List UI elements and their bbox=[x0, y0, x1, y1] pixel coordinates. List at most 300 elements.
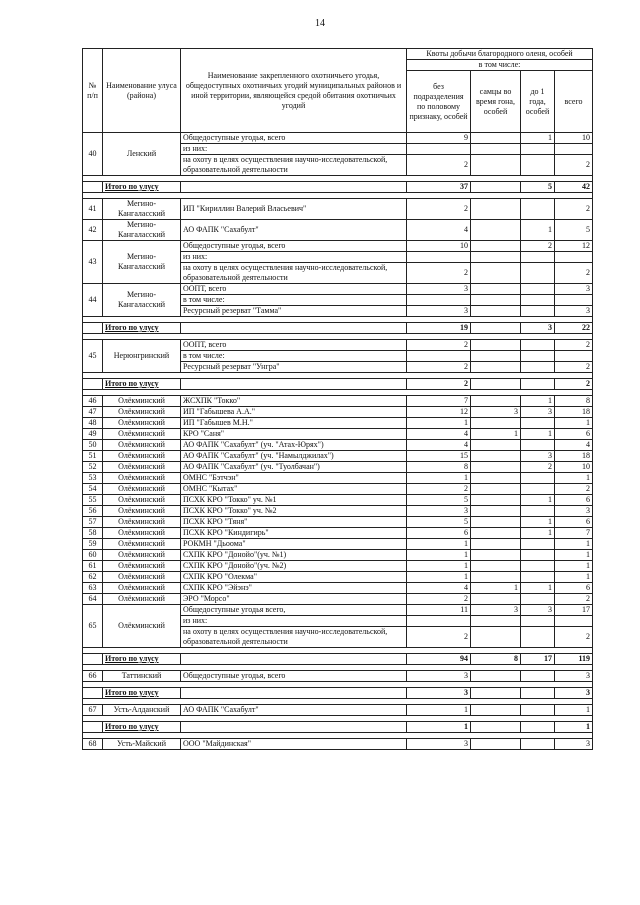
value-under-one: 3 bbox=[521, 605, 555, 616]
value-undivided: 1 bbox=[407, 418, 471, 429]
row-number: 54 bbox=[83, 484, 103, 495]
value-undivided bbox=[407, 144, 471, 155]
header-col-under-one: до 1 года, особей bbox=[521, 71, 555, 133]
table-row bbox=[83, 418, 593, 429]
ulus-name: Олёкминский bbox=[103, 396, 181, 407]
value-males bbox=[471, 362, 521, 373]
value-under-one: 2 bbox=[521, 462, 555, 473]
value-under-one: 1 bbox=[521, 429, 555, 440]
ulus-name: Олёкминский bbox=[103, 484, 181, 495]
area-name: ПСХК КРО "Тяня" bbox=[181, 517, 407, 528]
total-under-one: 3 bbox=[521, 323, 555, 334]
area-name: АО ФАПК "Сахабулт" bbox=[181, 705, 407, 716]
value-males bbox=[471, 528, 521, 539]
total-undivided: 1 bbox=[407, 722, 471, 733]
total-area-cell bbox=[181, 182, 407, 193]
value-total: 1 bbox=[555, 561, 593, 572]
header-col-undivided: без подразделения по половому признаку, особей bbox=[407, 71, 471, 133]
value-males bbox=[471, 133, 521, 144]
area-name: ПСХК КРО "Киндигирь" bbox=[181, 528, 407, 539]
value-males bbox=[471, 241, 521, 252]
value-under-one bbox=[521, 561, 555, 572]
total-males bbox=[471, 722, 521, 733]
value-under-one: 1 bbox=[521, 528, 555, 539]
value-under-one bbox=[521, 627, 555, 648]
ulus-name: Ленский bbox=[103, 133, 181, 176]
value-under-one bbox=[521, 340, 555, 351]
row-number: 59 bbox=[83, 539, 103, 550]
value-males: 1 bbox=[471, 429, 521, 440]
value-undivided: 2 bbox=[407, 155, 471, 176]
ulus-name: Мегино-Кангаласский bbox=[103, 284, 181, 317]
value-males bbox=[471, 594, 521, 605]
row-number: 68 bbox=[83, 739, 103, 750]
value-under-one bbox=[521, 739, 555, 750]
value-undivided: 3 bbox=[407, 671, 471, 682]
area-name: в том числе: bbox=[181, 295, 407, 306]
value-males: 1 bbox=[471, 583, 521, 594]
total-sum: 2 bbox=[555, 379, 593, 390]
value-under-one bbox=[521, 572, 555, 583]
value-total: 1 bbox=[555, 473, 593, 484]
row-number: 42 bbox=[83, 220, 103, 241]
table-row bbox=[83, 705, 593, 716]
value-undivided bbox=[407, 616, 471, 627]
value-males bbox=[471, 616, 521, 627]
table-row bbox=[83, 220, 593, 241]
value-males bbox=[471, 451, 521, 462]
total-label: Итого по улусу bbox=[103, 379, 181, 390]
row-number: 40 bbox=[83, 133, 103, 176]
row-number: 53 bbox=[83, 473, 103, 484]
total-undivided: 3 bbox=[407, 688, 471, 699]
value-under-one bbox=[521, 594, 555, 605]
total-row bbox=[83, 182, 593, 193]
value-total: 6 bbox=[555, 495, 593, 506]
value-total: 2 bbox=[555, 199, 593, 220]
total-label: Итого по улусу bbox=[103, 722, 181, 733]
table-row bbox=[83, 528, 593, 539]
area-name: ООПТ, всего bbox=[181, 284, 407, 295]
header-incl: в том числе: bbox=[407, 60, 593, 71]
total-num-cell bbox=[83, 182, 103, 193]
table-row bbox=[83, 671, 593, 682]
value-undivided: 2 bbox=[407, 340, 471, 351]
value-total bbox=[555, 252, 593, 263]
ulus-name: Нерюнгринский bbox=[103, 340, 181, 373]
area-name: Ресурсный резерват "Тамма" bbox=[181, 306, 407, 317]
value-males bbox=[471, 739, 521, 750]
ulus-name: Олёкминский bbox=[103, 572, 181, 583]
value-undivided bbox=[407, 252, 471, 263]
value-total bbox=[555, 295, 593, 306]
value-under-one bbox=[521, 362, 555, 373]
total-undivided: 2 bbox=[407, 379, 471, 390]
value-total: 2 bbox=[555, 484, 593, 495]
area-name: РОКМН "Дьоома" bbox=[181, 539, 407, 550]
value-males bbox=[471, 561, 521, 572]
value-under-one bbox=[521, 155, 555, 176]
value-under-one bbox=[521, 473, 555, 484]
value-total: 3 bbox=[555, 306, 593, 317]
table-row bbox=[83, 396, 593, 407]
value-total: 1 bbox=[555, 572, 593, 583]
area-name: АО ФАПК "Сахабулт" (уч. "Атах-Юрях") bbox=[181, 440, 407, 451]
value-total: 10 bbox=[555, 133, 593, 144]
ulus-name: Олёкминский bbox=[103, 473, 181, 484]
value-under-one: 2 bbox=[521, 241, 555, 252]
value-under-one bbox=[521, 418, 555, 429]
row-number: 48 bbox=[83, 418, 103, 429]
value-under-one bbox=[521, 284, 555, 295]
value-undivided: 12 bbox=[407, 407, 471, 418]
value-undivided: 3 bbox=[407, 306, 471, 317]
ulus-name: Олёкминский bbox=[103, 462, 181, 473]
value-males bbox=[471, 495, 521, 506]
value-undivided: 4 bbox=[407, 583, 471, 594]
value-undivided: 1 bbox=[407, 473, 471, 484]
total-sum: 1 bbox=[555, 722, 593, 733]
page-number: 14 bbox=[315, 18, 325, 29]
value-undivided: 1 bbox=[407, 705, 471, 716]
value-males bbox=[471, 671, 521, 682]
value-males bbox=[471, 550, 521, 561]
ulus-name: Усть-Алданский bbox=[103, 705, 181, 716]
row-number: 47 bbox=[83, 407, 103, 418]
table-row bbox=[83, 583, 593, 594]
value-males bbox=[471, 306, 521, 317]
value-under-one: 3 bbox=[521, 407, 555, 418]
total-undivided: 94 bbox=[407, 654, 471, 665]
row-number: 44 bbox=[83, 284, 103, 317]
header-ulus: Наименование улуса (района) bbox=[103, 49, 181, 133]
header-num: № п/п bbox=[83, 49, 103, 133]
value-under-one: 1 bbox=[521, 583, 555, 594]
total-num-cell bbox=[83, 323, 103, 334]
area-name: на охоту в целях осуществления научно-исследовательской, образовательной деятельности bbox=[181, 263, 407, 284]
value-under-one: 1 bbox=[521, 517, 555, 528]
area-name: КРО "Саня" bbox=[181, 429, 407, 440]
value-undivided: 9 bbox=[407, 133, 471, 144]
value-males bbox=[471, 396, 521, 407]
value-total: 1 bbox=[555, 539, 593, 550]
table-row bbox=[83, 473, 593, 484]
value-total: 7 bbox=[555, 528, 593, 539]
area-name: ООО "Майдинская" bbox=[181, 739, 407, 750]
ulus-name: Олёкминский bbox=[103, 495, 181, 506]
value-undivided: 7 bbox=[407, 396, 471, 407]
value-total: 17 bbox=[555, 605, 593, 616]
row-number: 61 bbox=[83, 561, 103, 572]
total-males bbox=[471, 323, 521, 334]
table-row bbox=[83, 739, 593, 750]
table-row bbox=[83, 550, 593, 561]
total-undivided: 19 bbox=[407, 323, 471, 334]
ulus-name: Олёкминский bbox=[103, 407, 181, 418]
table-row bbox=[83, 495, 593, 506]
table-row bbox=[83, 429, 593, 440]
value-males bbox=[471, 284, 521, 295]
ulus-name: Олёкминский bbox=[103, 605, 181, 648]
value-under-one bbox=[521, 539, 555, 550]
area-name: Ресурсный резерват "Унгра" bbox=[181, 362, 407, 373]
row-number: 45 bbox=[83, 340, 103, 373]
row-number: 49 bbox=[83, 429, 103, 440]
row-number: 46 bbox=[83, 396, 103, 407]
row-number: 64 bbox=[83, 594, 103, 605]
value-total: 2 bbox=[555, 362, 593, 373]
value-total: 8 bbox=[555, 396, 593, 407]
value-under-one bbox=[521, 506, 555, 517]
value-males bbox=[471, 263, 521, 284]
value-males bbox=[471, 220, 521, 241]
area-name: АО ФАПК "Сахабулт" bbox=[181, 220, 407, 241]
table-row bbox=[83, 440, 593, 451]
value-under-one bbox=[521, 351, 555, 362]
value-total: 1 bbox=[555, 705, 593, 716]
value-undivided: 2 bbox=[407, 362, 471, 373]
value-under-one bbox=[521, 144, 555, 155]
total-row bbox=[83, 688, 593, 699]
value-males bbox=[471, 627, 521, 648]
value-under-one: 3 bbox=[521, 451, 555, 462]
value-undivided: 5 bbox=[407, 517, 471, 528]
area-name: ООПТ, всего bbox=[181, 340, 407, 351]
value-total: 1 bbox=[555, 418, 593, 429]
area-name: ИП "Габышев М.Н." bbox=[181, 418, 407, 429]
row-number: 43 bbox=[83, 241, 103, 284]
area-name: ЖСХПК "Токко" bbox=[181, 396, 407, 407]
value-undivided: 5 bbox=[407, 495, 471, 506]
value-males bbox=[471, 539, 521, 550]
ulus-name: Олёкминский bbox=[103, 583, 181, 594]
value-under-one: 1 bbox=[521, 396, 555, 407]
area-name: ЭРО "Морсо" bbox=[181, 594, 407, 605]
value-total: 2 bbox=[555, 263, 593, 284]
total-undivided: 37 bbox=[407, 182, 471, 193]
value-total: 6 bbox=[555, 583, 593, 594]
ulus-name: Олёкминский bbox=[103, 429, 181, 440]
value-under-one: 1 bbox=[521, 133, 555, 144]
value-under-one bbox=[521, 252, 555, 263]
value-undivided: 3 bbox=[407, 506, 471, 517]
value-total: 3 bbox=[555, 671, 593, 682]
row-number: 51 bbox=[83, 451, 103, 462]
table-row bbox=[83, 407, 593, 418]
total-label: Итого по улусу bbox=[103, 654, 181, 665]
value-under-one bbox=[521, 705, 555, 716]
value-total: 10 bbox=[555, 462, 593, 473]
table-row bbox=[83, 199, 593, 220]
total-sum: 119 bbox=[555, 654, 593, 665]
header-quota: Квоты добычи благородного оленя, особей bbox=[407, 49, 593, 60]
row-number: 62 bbox=[83, 572, 103, 583]
total-label: Итого по улусу bbox=[103, 688, 181, 699]
table-row bbox=[83, 572, 593, 583]
value-undivided: 6 bbox=[407, 528, 471, 539]
value-undivided: 2 bbox=[407, 594, 471, 605]
total-row bbox=[83, 722, 593, 733]
value-undivided: 1 bbox=[407, 550, 471, 561]
row-number: 41 bbox=[83, 199, 103, 220]
value-total bbox=[555, 351, 593, 362]
value-total: 18 bbox=[555, 407, 593, 418]
value-males bbox=[471, 572, 521, 583]
value-total: 6 bbox=[555, 517, 593, 528]
total-num-cell bbox=[83, 722, 103, 733]
header-col-males: самцы во время гона, особей bbox=[471, 71, 521, 133]
total-under-one bbox=[521, 688, 555, 699]
row-number: 50 bbox=[83, 440, 103, 451]
area-name: АО ФАПК "Сахабулт" (уч. "Намылджилах") bbox=[181, 451, 407, 462]
value-undivided: 10 bbox=[407, 241, 471, 252]
value-undivided: 4 bbox=[407, 440, 471, 451]
total-row bbox=[83, 323, 593, 334]
total-males: 8 bbox=[471, 654, 521, 665]
row-number: 57 bbox=[83, 517, 103, 528]
value-total: 5 bbox=[555, 220, 593, 241]
total-row bbox=[83, 379, 593, 390]
value-total bbox=[555, 616, 593, 627]
area-name: на охоту в целях осуществления научно-исследовательской, образовательной деятельности bbox=[181, 155, 407, 176]
total-num-cell bbox=[83, 379, 103, 390]
value-males bbox=[471, 484, 521, 495]
area-name: из них: bbox=[181, 144, 407, 155]
value-males bbox=[471, 351, 521, 362]
value-undivided: 4 bbox=[407, 220, 471, 241]
total-area-cell bbox=[181, 323, 407, 334]
header-col-total: всего bbox=[555, 71, 593, 133]
area-name: Общедоступные угодья, всего bbox=[181, 241, 407, 252]
value-males bbox=[471, 517, 521, 528]
area-name: в том числе: bbox=[181, 351, 407, 362]
value-under-one bbox=[521, 263, 555, 284]
total-under-one: 17 bbox=[521, 654, 555, 665]
value-undivided: 2 bbox=[407, 263, 471, 284]
value-under-one bbox=[521, 199, 555, 220]
area-name: ПСХК КРО "Токко" уч. №2 bbox=[181, 506, 407, 517]
value-undivided: 2 bbox=[407, 484, 471, 495]
ulus-name: Олёкминский bbox=[103, 440, 181, 451]
area-name: из них: bbox=[181, 616, 407, 627]
value-undivided bbox=[407, 295, 471, 306]
total-area-cell bbox=[181, 379, 407, 390]
total-males bbox=[471, 688, 521, 699]
area-name: СХПК КРО "Донойо"(уч. №2) bbox=[181, 561, 407, 572]
area-name: из них: bbox=[181, 252, 407, 263]
area-name: АО ФАПК "Сахабулт" (уч. "Туолбачан") bbox=[181, 462, 407, 473]
value-under-one bbox=[521, 484, 555, 495]
value-undivided bbox=[407, 351, 471, 362]
row-number: 56 bbox=[83, 506, 103, 517]
ulus-name: Мегино-Кангаласский bbox=[103, 199, 181, 220]
total-label: Итого по улусу bbox=[103, 182, 181, 193]
total-area-cell bbox=[181, 688, 407, 699]
ulus-name: Усть-Майский bbox=[103, 739, 181, 750]
table-row bbox=[83, 241, 593, 252]
ulus-name: Таттинский bbox=[103, 671, 181, 682]
value-undivided: 11 bbox=[407, 605, 471, 616]
value-total: 2 bbox=[555, 627, 593, 648]
value-total: 12 bbox=[555, 241, 593, 252]
ulus-name: Мегино-Кангаласский bbox=[103, 241, 181, 284]
value-males bbox=[471, 705, 521, 716]
area-name: ОМНС "Кытах" bbox=[181, 484, 407, 495]
value-males: 3 bbox=[471, 605, 521, 616]
value-total: 4 bbox=[555, 440, 593, 451]
total-sum: 22 bbox=[555, 323, 593, 334]
table-row bbox=[83, 506, 593, 517]
value-total: 18 bbox=[555, 451, 593, 462]
value-males bbox=[471, 440, 521, 451]
value-males bbox=[471, 462, 521, 473]
table-row bbox=[83, 605, 593, 616]
ulus-name: Олёкминский bbox=[103, 517, 181, 528]
header-area: Наименование закрепленного охотничьего угодья, общедоступных охотничьих угодий муниципальных районов и иной территории, являющейся средой обитания охотничьих угодий bbox=[181, 49, 407, 133]
table-row bbox=[83, 451, 593, 462]
row-number: 63 bbox=[83, 583, 103, 594]
area-name: ИП "Кириллин Валерий Власьевич" bbox=[181, 199, 407, 220]
total-males bbox=[471, 379, 521, 390]
value-males bbox=[471, 418, 521, 429]
ulus-name: Олёкминский bbox=[103, 539, 181, 550]
ulus-name: Олёкминский bbox=[103, 594, 181, 605]
value-under-one: 1 bbox=[521, 220, 555, 241]
total-area-cell bbox=[181, 722, 407, 733]
ulus-name: Олёкминский bbox=[103, 451, 181, 462]
table-row bbox=[83, 133, 593, 144]
total-under-one: 5 bbox=[521, 182, 555, 193]
area-name: ОМНС "Бэтчэн" bbox=[181, 473, 407, 484]
total-area-cell bbox=[181, 654, 407, 665]
area-name: Общедоступные угодья, всего bbox=[181, 671, 407, 682]
ulus-name: Олёкминский bbox=[103, 561, 181, 572]
value-total bbox=[555, 144, 593, 155]
row-number: 67 bbox=[83, 705, 103, 716]
ulus-name: Олёкминский bbox=[103, 418, 181, 429]
value-males bbox=[471, 252, 521, 263]
area-name: Общедоступные угодья, всего bbox=[181, 133, 407, 144]
table-row bbox=[83, 561, 593, 572]
value-males bbox=[471, 295, 521, 306]
value-total: 1 bbox=[555, 550, 593, 561]
value-undivided: 3 bbox=[407, 739, 471, 750]
area-name: СХПК КРО "Донойо"(уч. №1) bbox=[181, 550, 407, 561]
quota-table bbox=[82, 48, 593, 750]
table-row bbox=[83, 517, 593, 528]
value-males: 3 bbox=[471, 407, 521, 418]
row-number: 60 bbox=[83, 550, 103, 561]
row-number: 52 bbox=[83, 462, 103, 473]
value-undivided: 8 bbox=[407, 462, 471, 473]
value-total: 2 bbox=[555, 594, 593, 605]
total-sum: 42 bbox=[555, 182, 593, 193]
total-under-one bbox=[521, 379, 555, 390]
total-under-one bbox=[521, 722, 555, 733]
value-undivided: 3 bbox=[407, 284, 471, 295]
area-name: ПСХК КРО "Токко" уч. №1 bbox=[181, 495, 407, 506]
area-name: Общедоступные угодья всего, bbox=[181, 605, 407, 616]
value-under-one: 1 bbox=[521, 495, 555, 506]
value-undivided: 15 bbox=[407, 451, 471, 462]
table-row bbox=[83, 594, 593, 605]
row-number: 65 bbox=[83, 605, 103, 648]
value-total: 2 bbox=[555, 155, 593, 176]
total-sum: 3 bbox=[555, 688, 593, 699]
value-total: 3 bbox=[555, 506, 593, 517]
table-row bbox=[83, 284, 593, 295]
row-number: 58 bbox=[83, 528, 103, 539]
